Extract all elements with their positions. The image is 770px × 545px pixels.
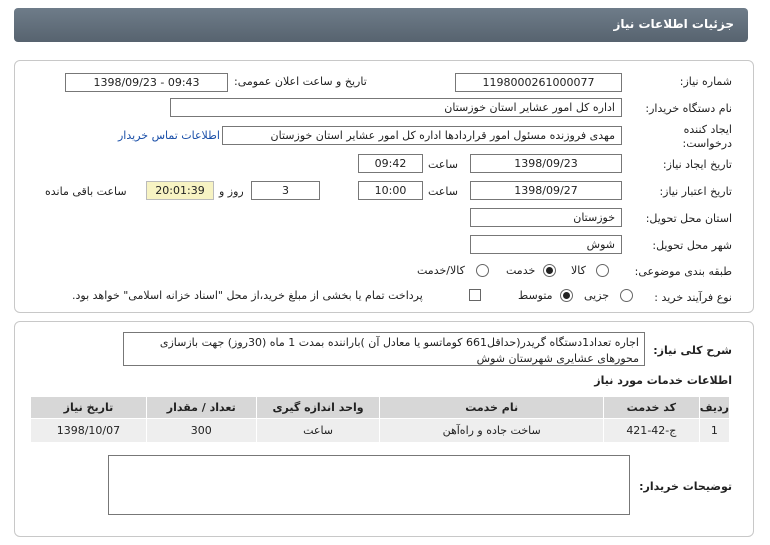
services-section-title: اطلاعات خدمات مورد نیاز <box>594 374 732 387</box>
treasury-payment-checkbox[interactable] <box>469 289 481 301</box>
page-title: جزئیات اطلاعات نیاز <box>613 17 734 31</box>
validity-date-field: 1398/09/27 <box>470 181 622 200</box>
remaining-days-field: 3 <box>251 181 320 200</box>
category-goods-label: کالا <box>571 264 586 277</box>
remaining-time-field: 20:01:39 <box>146 181 214 200</box>
category-goods-radio[interactable] <box>596 264 609 277</box>
requester-label: ایجاد کننده درخواست: <box>682 123 732 150</box>
treasury-payment-note: پرداخت تمام یا بخشی از مبلغ خرید،از محل "اسناد خزانه اسلامی" خواهد بود. <box>72 289 423 302</box>
created-time-field: 09:42 <box>358 154 423 173</box>
created-date-label: تاریخ ایجاد نیاز: <box>662 158 732 171</box>
validity-date-label: تاریخ اعتبار نیاز: <box>659 185 732 198</box>
cell-date: 1398/10/07 <box>31 419 147 443</box>
process-medium-radio[interactable] <box>560 289 573 302</box>
validity-time-label: ساعت <box>428 185 458 198</box>
validity-time-field: 10:00 <box>358 181 423 200</box>
process-medium-label: متوسط <box>518 289 553 302</box>
buyer-org-field: اداره کل امور عشایر استان خوزستان <box>170 98 622 117</box>
need-number-field: 1198000261000077 <box>455 73 622 92</box>
services-table-wrap <box>30 396 730 443</box>
city-label: شهر محل تحویل: <box>652 239 732 252</box>
col-unit-header: واحد اندازه گیری <box>256 397 380 419</box>
remaining-time-label: ساعت باقی مانده <box>45 185 127 198</box>
province-label: استان محل تحویل: <box>645 212 732 225</box>
days-label: روز و <box>219 185 244 198</box>
col-code-header: کد خدمت <box>603 397 699 419</box>
summary-field: اجاره تعداد1دستگاه گریدر(حداقل661 کوماتسو یا معادل آن )باراننده بمدت 1 ماه (30روز) جهت بازسازی محورهای عشایری شهرستان شوش <box>123 332 645 366</box>
process-label: نوع فرآیند خرید : <box>654 291 732 304</box>
category-label: طبقه بندی موضوعی: <box>634 265 732 278</box>
category-goods-service-label: کالا/خدمت <box>417 264 465 277</box>
buyer-notes-label: توضیحات خریدار: <box>639 480 732 493</box>
buyer-notes-field <box>108 455 630 515</box>
services-table <box>30 396 730 443</box>
process-minor-label: جزیی <box>584 289 610 302</box>
category-service-radio[interactable] <box>543 264 556 277</box>
city-field: شوش <box>470 235 622 254</box>
province-field: خوزستان <box>470 208 622 227</box>
col-row-header: ردیف <box>699 397 729 419</box>
buyer-org-label: نام دستگاه خریدار: <box>645 102 732 115</box>
announce-date-field: 1398/09/23 - 09:43 <box>65 73 228 92</box>
category-goods-service-radio[interactable] <box>476 264 489 277</box>
category-service-label: خدمت <box>506 264 536 277</box>
page-header <box>14 8 748 42</box>
col-name-header: نام خدمت <box>380 397 603 419</box>
table-row <box>31 419 730 443</box>
created-date-field: 1398/09/23 <box>470 154 622 173</box>
cell-unit: ساعت <box>256 419 380 443</box>
need-number-label: شماره نیاز: <box>679 75 732 88</box>
cell-code: ج-42-421 <box>603 419 699 443</box>
cell-row: 1 <box>699 419 729 443</box>
buyer-contact-link[interactable]: اطلاعات تماس خریدار <box>118 129 220 142</box>
summary-label: شرح کلی نیاز: <box>653 344 732 357</box>
cell-name: ساخت جاده و راه‌آهن <box>380 419 603 443</box>
col-qty-header: تعداد / مقدار <box>146 397 256 419</box>
created-time-label: ساعت <box>428 158 458 171</box>
col-date-header: تاریخ نیاز <box>31 397 147 419</box>
process-minor-radio[interactable] <box>620 289 633 302</box>
services-table-header <box>31 397 730 419</box>
requester-field: مهدی فروزنده مسئول امور قراردادها اداره کل امور عشایر استان خوزستان <box>222 126 622 145</box>
announce-date-label: تاریخ و ساعت اعلان عمومی: <box>234 75 367 88</box>
cell-qty: 300 <box>146 419 256 443</box>
